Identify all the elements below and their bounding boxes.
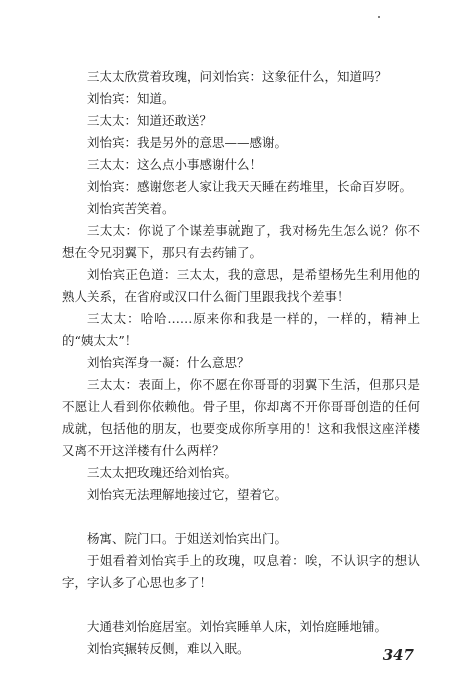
scan-speck [378, 16, 380, 18]
paragraph: 于姐看着刘怡宾手上的玫瑰，叹息着：唉，不认识字的想认字，字认多了心思也多了！ [62, 553, 420, 590]
paragraph: 三太太：你说了个谋差事就跑了，我对杨先生怎么说？你不想在令兄羽翼下，那只有去药铺了。 [62, 223, 420, 260]
paragraph: 三太太：这么点小事感谢什么！ [87, 157, 263, 172]
paragraph: 刘怡宾：知道。 [87, 91, 175, 106]
paragraph: 三太太：表面上，你不愿在你哥哥的羽翼下生活，但那只是不愿让人看到你依赖他。骨子里，你却离不开你哥哥创造的任何成就，包括他的朋友，也要变成你所享用的！这和我恨这座洋楼又离不开这洋楼有什么两样？ [62, 377, 420, 458]
paragraph: 大通巷刘怡庭居室。刘怡宾睡单人床，刘怡庭睡地铺。 [87, 619, 388, 634]
body-text [62, 66, 420, 660]
page-number: 347 [382, 646, 414, 664]
paragraph: 三太太把玫瑰还给刘怡宾。 [87, 465, 238, 480]
paragraph: 三太太：知道还敢送？ [87, 113, 213, 128]
paragraph: 刘怡宾：感谢您老人家让我天天睡在药堆里，长命百岁呀。 [87, 179, 413, 194]
paragraph: 刘怡宾浑身一凝：什么意思？ [87, 355, 250, 370]
paragraph: 刘怡宾无法理解地接过它，望着它。 [87, 487, 288, 502]
paragraph: 三太太欣赏着玫瑰，问刘怡宾：这象征什么，知道吗？ [87, 69, 388, 84]
paragraph: 刘怡宾正色道：三太太，我的意思，是希望杨先生利用他的熟人关系，在省府或汉口什么衙门里跟我找个差事！ [62, 267, 420, 304]
scene-break [62, 594, 420, 616]
paragraph: 三太太：哈哈……原来你和我是一样的，一样的，精神上的“姨太太”！ [62, 311, 420, 348]
paragraph: 刘怡宾辗转反侧，难以入眠。 [87, 641, 250, 656]
paragraph: 刘怡宾苦笑着。 [87, 201, 175, 216]
scene-break [62, 506, 420, 528]
paragraph: 杨寓、院门口。于姐送刘怡宾出门。 [87, 531, 288, 546]
paragraph: 刘怡宾：我是另外的意思——感谢。 [87, 135, 288, 150]
